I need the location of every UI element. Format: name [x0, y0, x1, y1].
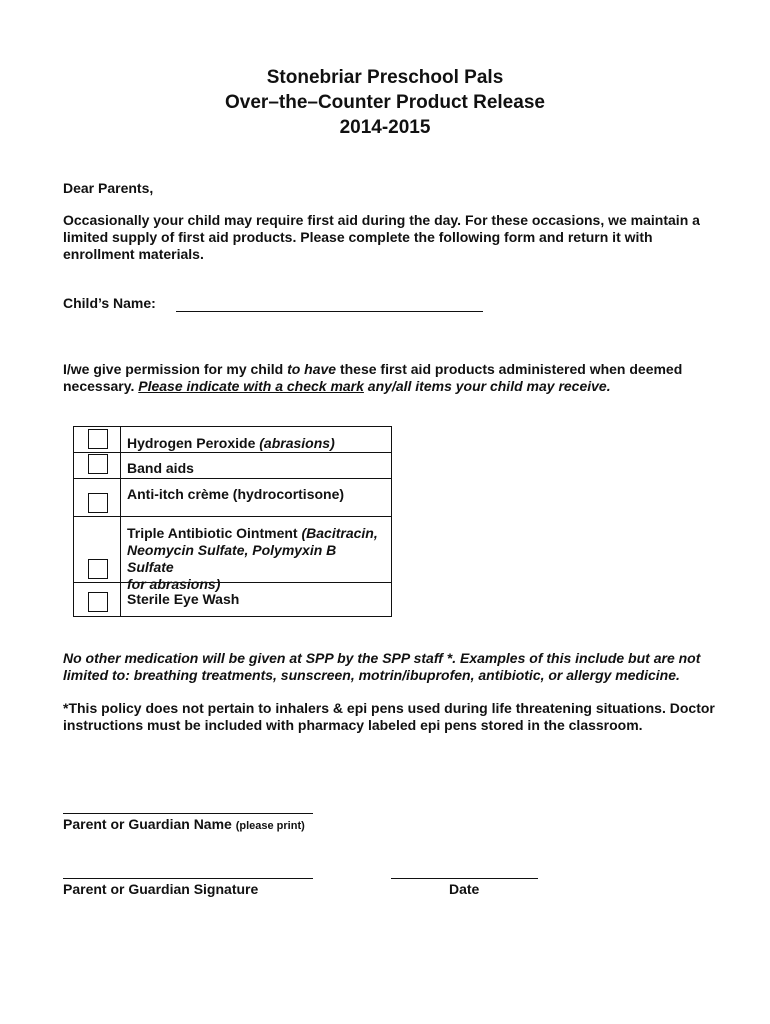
greeting: Dear Parents, — [63, 180, 154, 196]
check-mark-instruction: Please indicate with a check mark — [138, 378, 364, 394]
policy-note-line-2: instructions must be included with pharmacy labeled epi pens stored in the classroom. — [63, 717, 643, 733]
item-label-sterile-eye-wash: Sterile Eye Wash — [127, 591, 240, 607]
checkbox-hydrogen-peroxide[interactable] — [88, 429, 108, 449]
item-row-triple-antibiotic — [73, 516, 392, 592]
item-label-band-aids: Band aids — [127, 460, 194, 476]
guardian-signature-field[interactable] — [63, 878, 313, 879]
item-label-triple-antibiotic: Triple Antibiotic Ointment (Bacitracin, Neomycin Sulfate, Polymyxin B Sulfate for abrasions) — [127, 525, 378, 592]
item-row-band-aids — [73, 452, 392, 478]
child-name-label: Child’s Name: — [63, 295, 156, 311]
policy-note-line-1: *This policy does not pertain to inhalers & epi pens used during life threatening situations. Doctor — [63, 700, 715, 716]
permission-text-a: I/we give permission for my child — [63, 361, 288, 377]
medication-notice-line-2: limited to: breathing treatments, sunscreen, motrin/ibuprofen, antibiotic, or allergy medicine. — [63, 667, 680, 683]
guardian-name-hint: (please print) — [235, 820, 305, 832]
permission-line-1 — [63, 361, 682, 378]
checkbox-triple-antibiotic[interactable] — [88, 559, 108, 579]
checkbox-band-aids[interactable] — [88, 454, 108, 474]
checkbox-anti-itch[interactable] — [88, 493, 108, 513]
checkbox-sterile-eye-wash[interactable] — [88, 592, 108, 612]
form-title-year: 2014-2015 — [339, 117, 431, 138]
item-row-hydrogen-peroxide — [73, 426, 392, 452]
item-label-anti-itch: Anti-itch crème (hydrocortisone) — [127, 486, 345, 502]
item-row-sterile-eye-wash — [73, 582, 392, 617]
permission-text-emphasis: to have — [287, 361, 337, 377]
intro-line-3: enrollment materials. — [63, 246, 204, 262]
permission-text-d: necessary. — [63, 378, 139, 394]
permission-text-f: any/all items your child may receive. — [363, 378, 611, 394]
permission-line-2 — [63, 378, 611, 395]
permission-text-c: these first aid products administered when deemed — [336, 361, 683, 377]
form-title-school: Stonebriar Preschool Pals — [266, 67, 504, 88]
form-title-release: Over–the–Counter Product Release — [225, 92, 545, 113]
medication-notice-line-1: No other medication will be given at SPP by the SPP staff *. Examples of this include but are not — [63, 650, 701, 666]
date-label: Date — [449, 881, 480, 897]
intro-line-1: Occasionally your child may require first aid during the day. For these occasions, we maintain a — [63, 212, 700, 228]
child-name-field[interactable] — [176, 311, 483, 312]
guardian-name-field[interactable] — [63, 813, 313, 814]
guardian-name-label: Parent or Guardian Name (please print) — [63, 816, 305, 832]
intro-line-2: limited supply of first aid products. Please complete the following form and return it with — [63, 229, 653, 245]
guardian-signature-label: Parent or Guardian Signature — [63, 881, 259, 897]
item-row-anti-itch — [73, 478, 392, 516]
date-field[interactable] — [391, 878, 538, 879]
item-label-hydrogen-peroxide: Hydrogen Peroxide (abrasions) — [127, 435, 335, 451]
